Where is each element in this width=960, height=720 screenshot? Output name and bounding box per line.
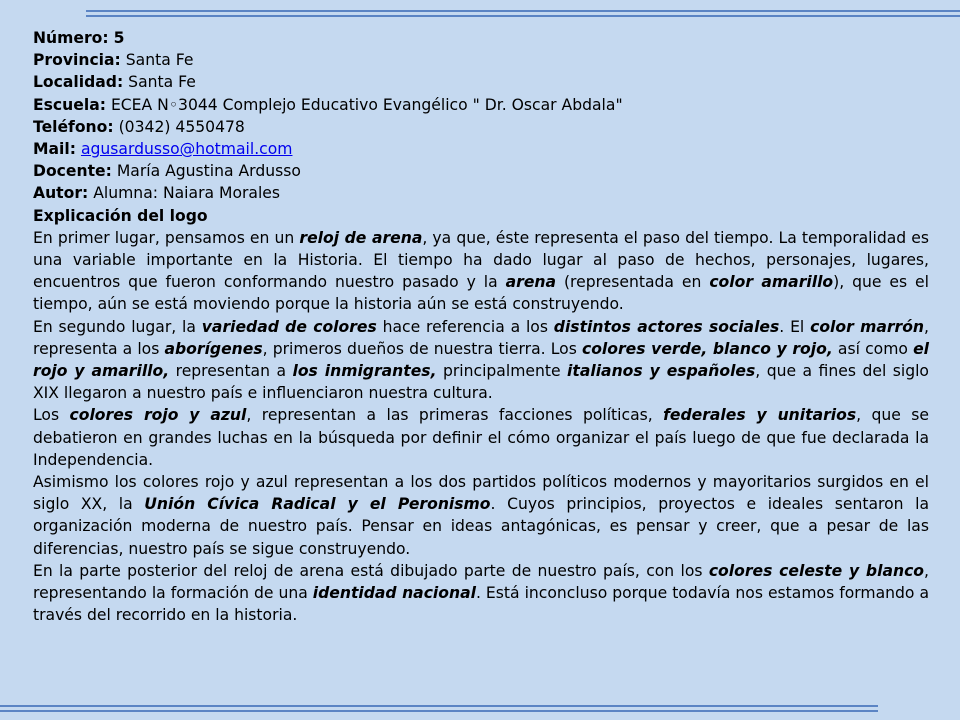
emphasis-text: el rojo y amarillo, — [33, 339, 929, 381]
provincia-label: Provincia: — [33, 51, 121, 70]
paragraph-rojo-azul — [33, 404, 929, 471]
autor-label: Autor: — [33, 184, 89, 203]
paragraph-text: , representan a las primeras facciones políticas, — [246, 406, 664, 425]
telefono-label: Teléfono: — [33, 117, 114, 136]
emphasis-text: italianos y españoles — [567, 362, 756, 381]
docente-value: María Agustina Ardusso — [116, 162, 301, 181]
paragraph-text: hace referencia a los — [376, 317, 554, 336]
emphasis-text: identidad nacional — [312, 584, 476, 603]
paragraph-text: , representa a los — [33, 317, 930, 358]
paragraph-text: En la parte posterior del reloj de arena está dibujado parte de nuestro país, con los — [33, 561, 709, 580]
paragraph-text: . Está inconcluso porque todavía nos estamos formando a través del recorrido en la historia. — [33, 584, 929, 625]
emphasis-text: colores celeste y blanco — [708, 561, 925, 580]
mail-line — [33, 138, 929, 160]
provincia-line — [33, 49, 929, 71]
emphasis-text: distintos actores sociales — [553, 317, 780, 336]
paragraph-text: , primeros dueños de nuestra tierra. Los — [262, 339, 582, 358]
docente-label: Docente: — [33, 162, 112, 181]
paragraph-text: , representando la formación de una — [33, 561, 929, 603]
emphasis-text: colores verde, blanco y rojo, — [581, 339, 833, 358]
bottom-decorative-rule — [0, 705, 878, 712]
numero-value: 5 — [113, 29, 125, 47]
paragraph-text: , que a fines del siglo XIX llegaron a nuestro país e influenciaron nuestra cultura. — [33, 362, 929, 403]
section-title: Explicación del logo — [33, 206, 208, 225]
emphasis-text: color marrón — [810, 317, 925, 336]
localidad-line — [33, 71, 929, 93]
paragraph-text: Asimismo los colores rojo y azul representan a los dos partidos políticos modernos y mayoritarios surgidos en el siglo XX, la — [33, 473, 929, 514]
paragraph-text: ), que es el tiempo, aún se está moviendo porque la historia aún se está construyendo. — [33, 273, 929, 314]
paragraph-text: . El — [779, 317, 811, 336]
emphasis-text: colores rojo y azul — [69, 406, 247, 425]
provincia-value: Santa Fe — [125, 51, 194, 70]
escuela-line — [33, 94, 929, 116]
paragraph-text: . Cuyos principios, proyectos e ideales sentaron la organización moderna de nuestro país. Pensar en ideas antagónicas, es pensar y creer, que a pesar de las diferencias, nuestro país se sigue construyendo. — [33, 495, 929, 558]
emphasis-text: arena — [505, 273, 557, 292]
numero-line — [33, 27, 929, 49]
emphasis-text: reloj de arena — [299, 228, 423, 247]
emphasis-text: federales y unitarios — [663, 406, 857, 425]
document-body — [33, 27, 929, 626]
paragraph-colores — [33, 316, 929, 405]
numero-label: Número: — [33, 29, 109, 47]
paragraph-text: principalmente — [436, 362, 568, 381]
emphasis-text: variedad de colores — [201, 317, 377, 336]
emphasis-text: Unión Cívica Radical y el Peronismo — [144, 495, 491, 514]
escuela-value: ECEA N◦3044 Complejo Educativo Evangélico " Dr. Oscar Abdala" — [110, 95, 623, 114]
paragraph-text: así como — [832, 339, 914, 358]
autor-value: Alumna: Naiara Morales — [93, 184, 281, 203]
paragraph-text: , que se debatieron en grandes luchas en la búsqueda por definir el cómo organizar el país luego de que fue declarada la Independencia. — [33, 406, 930, 469]
paragraph-text: , ya que, éste representa el paso del tiempo. La temporalidad es una variable importante en la Historia. El tiempo ha dado lugar al paso de hechos, personajes, lugares, encuentros que fueron conformando nuestro pasado y la — [33, 228, 929, 292]
paragraph-text: (representada en — [556, 273, 710, 292]
emphasis-text: aborígenes — [164, 339, 263, 358]
autor-line — [33, 182, 929, 204]
docente-line — [33, 160, 929, 182]
telefono-value: (0342) 4550478 — [118, 117, 245, 136]
escuela-label: Escuela: — [33, 95, 106, 114]
emphasis-text: los inmigrantes, — [292, 362, 437, 381]
paragraph-text: Los — [33, 406, 70, 425]
emphasis-text: color amarillo — [709, 273, 834, 292]
paragraph-text: En segundo lugar, la — [33, 317, 202, 336]
top-decorative-rule — [86, 10, 960, 17]
paragraph-partidos — [33, 471, 929, 560]
telefono-line — [33, 116, 929, 138]
paragraph-posterior — [33, 560, 929, 627]
localidad-value: Santa Fe — [128, 73, 196, 92]
mail-link[interactable]: agusardusso@hotmail.com — [80, 140, 293, 159]
paragraph-text: representan a — [169, 362, 293, 381]
mail-label: Mail: — [33, 140, 76, 159]
localidad-label: Localidad: — [33, 73, 124, 92]
paragraph-text: En primer lugar, pensamos en un — [33, 228, 300, 247]
paragraph-reloj — [33, 227, 929, 316]
